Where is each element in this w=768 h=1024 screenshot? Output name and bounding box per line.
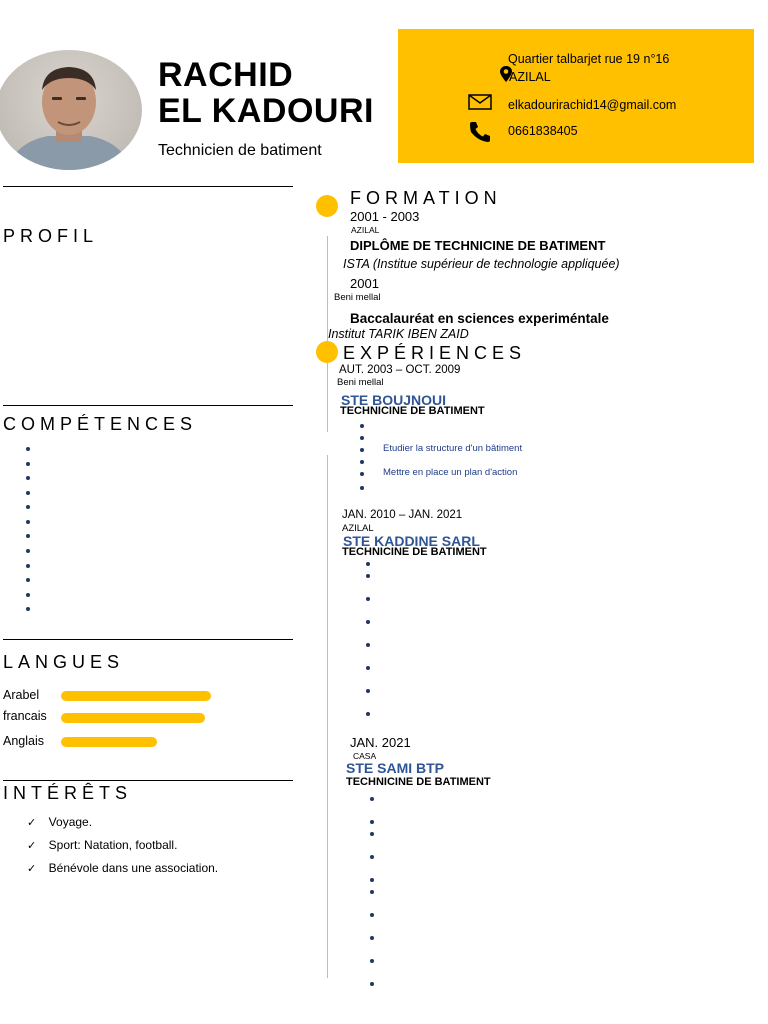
- checkmark-icon: ✓: [27, 863, 37, 875]
- language-level-bar: [61, 737, 157, 747]
- first-name: RACHID: [158, 56, 294, 94]
- interest-item: ✓ Sport: Natation, football.: [27, 838, 178, 852]
- formation-years: 2001 - 2003: [350, 209, 420, 224]
- bullet-point: [360, 424, 364, 428]
- last-name: EL KADOURI: [158, 92, 374, 130]
- profile-photo: [0, 50, 142, 170]
- timeline-dot: [316, 341, 338, 363]
- formation-heading: FORMATION: [350, 188, 502, 208]
- language-level-bar: [61, 713, 205, 723]
- formation-degree: DIPLÔME DE TECHNICINE DE BATIMENT: [350, 238, 606, 253]
- contact-box: [398, 29, 754, 163]
- bullet-point: [370, 855, 374, 859]
- bullet-point: [26, 447, 30, 451]
- language-label: Anglais: [3, 734, 44, 748]
- divider: [3, 780, 293, 781]
- timeline-line: [327, 455, 328, 978]
- job-task: Mettre en place un plan d'action: [383, 467, 518, 478]
- interets-heading: INTÉRÊTS: [3, 783, 133, 803]
- bullet-point: [26, 564, 30, 568]
- bullet-point: [370, 982, 374, 986]
- job-task: Etudier la structure d'un bâtiment: [383, 443, 523, 454]
- person-portrait-icon: [0, 50, 142, 170]
- envelope-icon: [468, 94, 492, 110]
- bullet-point: [366, 689, 370, 693]
- job-company: STE KADDINE SARL: [343, 533, 480, 549]
- langues-heading: LANGUES: [3, 652, 125, 672]
- job-company: STE BOUJNOUI: [341, 392, 447, 408]
- bullet-point: [370, 890, 374, 894]
- job-role: TECHNICINE DE BATIMENT: [346, 776, 491, 788]
- language-label: francais: [3, 709, 47, 723]
- profil-heading: PROFIL: [3, 226, 99, 246]
- bullet-point: [360, 448, 364, 452]
- bullet-point: [366, 597, 370, 601]
- bullet-point: [26, 505, 30, 509]
- bullet-point: [26, 593, 30, 597]
- phone-text: 0661838405: [508, 124, 578, 138]
- divider: [3, 639, 293, 640]
- bullet-point: [360, 460, 364, 464]
- bullet-point: [26, 578, 30, 582]
- bullet-point: [360, 472, 364, 476]
- bullet-point: [366, 562, 370, 566]
- bullet-point: [370, 820, 374, 824]
- formation-years: 2001: [350, 276, 379, 291]
- formation-degree: Baccalauréat en sciences experiméntale: [350, 311, 609, 326]
- bullet-point: [26, 520, 30, 524]
- email-link[interactable]: elkadourirachid14@gmail.com: [508, 98, 677, 112]
- job-company: STE SAMI BTP: [346, 760, 445, 776]
- interest-item: ✓ Voyage.: [27, 815, 93, 829]
- checkmark-icon: ✓: [27, 840, 37, 852]
- bullet-point: [366, 666, 370, 670]
- timeline-dot: [316, 195, 338, 217]
- job-dates: JAN. 2010 – JAN. 2021: [342, 509, 463, 521]
- job-place: AZILAL: [342, 523, 374, 534]
- formation-place: AZILAL: [351, 225, 380, 235]
- bullet-point: [370, 936, 374, 940]
- job-dates: AUT. 2003 – OCT. 2009: [339, 364, 461, 376]
- city-text: AZILAL: [509, 70, 551, 84]
- competences-heading: COMPÉTENCES: [3, 414, 198, 434]
- bullet-point: [26, 549, 30, 553]
- job-role: TECHNICINE DE BATIMENT: [340, 405, 485, 417]
- checkmark-icon: ✓: [27, 817, 37, 829]
- job-title: Technicien de batiment: [158, 142, 322, 159]
- address-text: Quartier talbarjet rue 19 n°16: [508, 52, 670, 66]
- job-role: TECHNICINE DE BATIMENT: [342, 546, 487, 558]
- bullet-point: [360, 436, 364, 440]
- divider: [3, 186, 293, 187]
- bullet-point: [370, 913, 374, 917]
- job-place: CASA: [353, 751, 377, 761]
- bullet-point: [26, 534, 30, 538]
- language-label: Arabel: [3, 688, 40, 702]
- bullet-point: [370, 959, 374, 963]
- bullet-point: [26, 491, 30, 495]
- bullet-point: [366, 574, 370, 578]
- bullet-point: [366, 620, 370, 624]
- job-dates: JAN. 2021: [350, 735, 411, 750]
- phone-icon: [468, 120, 492, 144]
- divider: [3, 405, 293, 406]
- bullet-point: [26, 607, 30, 611]
- interest-item: ✓ Bénévole dans une association.: [27, 861, 219, 875]
- bullet-point: [366, 712, 370, 716]
- formation-school: ISTA (Institue supérieur de technologie appliquée): [343, 257, 620, 271]
- bullet-point: [26, 476, 30, 480]
- experiences-heading: EXPÉRIENCES: [343, 343, 527, 363]
- bullet-point: [370, 832, 374, 836]
- bullet-point: [360, 486, 364, 490]
- bullet-point: [370, 797, 374, 801]
- full-name: [158, 57, 374, 129]
- bullet-point: [370, 878, 374, 882]
- formation-place: Beni mellal: [334, 292, 381, 303]
- bullet-point: [26, 462, 30, 466]
- job-place: Beni mellal: [337, 377, 384, 388]
- bullet-point: [366, 643, 370, 647]
- language-level-bar: [61, 691, 211, 701]
- formation-school: Institut TARIK IBEN ZAID: [328, 327, 469, 341]
